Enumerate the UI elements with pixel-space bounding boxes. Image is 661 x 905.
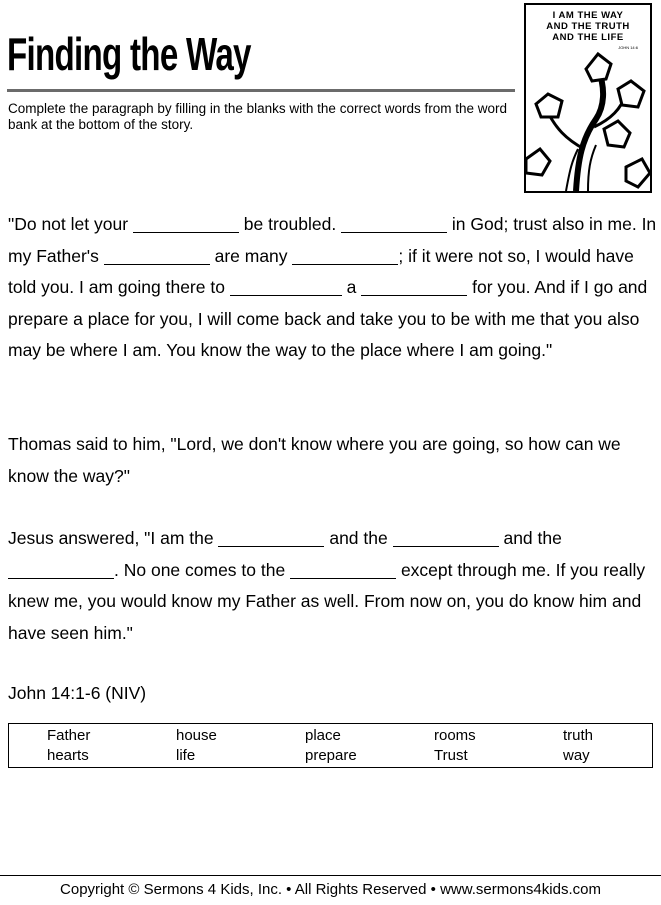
blank-10[interactable] [290, 560, 396, 579]
scripture-artwork [524, 3, 652, 193]
instructions: Complete the paragraph by filling in the blanks with the correct words from the word bank at the bottom of the story. [8, 101, 507, 132]
word-bank-item: rooms [434, 727, 476, 744]
blank-9[interactable] [8, 560, 114, 579]
blank-1[interactable] [133, 215, 239, 234]
copyright-footer: Copyright © Sermons 4 Kids, Inc. • All Rights Reserved • www.sermons4kids.com [60, 881, 601, 898]
story-paragraph-3: Jesus answered, "I am the and the and the . No one comes to the except through me. If you really knew me, you would know my Father as well. From now on, you do know him and have seen him." [8, 528, 646, 643]
artwork-caption: I AM THE WAY AND THE TRUTH AND THE LIFE [546, 10, 630, 43]
page-title: Finding the Way [7, 28, 251, 80]
blank-2[interactable] [341, 215, 447, 234]
word-bank-item: way [563, 747, 590, 764]
blank-8[interactable] [393, 529, 499, 548]
word-bank [8, 723, 653, 768]
word-bank-item: place [305, 727, 341, 744]
footer-divider [0, 875, 661, 876]
word-bank-item: truth [563, 727, 594, 744]
blank-5[interactable] [230, 278, 342, 297]
story-paragraph-2: Thomas said to him, "Lord, we don't know where you are going, so how can we know the way?" [8, 434, 621, 486]
word-bank-item: hearts [47, 747, 89, 764]
blank-7[interactable] [218, 529, 324, 548]
blank-3[interactable] [104, 246, 210, 265]
artwork-reference: JOHN 14:6 [618, 45, 638, 50]
blank-6[interactable] [361, 278, 467, 297]
word-bank-item: life [176, 747, 196, 764]
title-divider [7, 89, 515, 92]
word-bank-item: Trust [434, 747, 468, 764]
vine-leaves-icon [526, 49, 650, 191]
word-bank-item: house [176, 727, 217, 744]
scripture-citation: John 14:1-6 (NIV) [8, 683, 147, 703]
word-bank-item: Father [47, 727, 91, 744]
word-bank-item: prepare [305, 747, 357, 764]
blank-4[interactable] [292, 246, 398, 265]
story-paragraph-1: "Do not let your be troubled. in God; trust also in me. In my Father's are many ; if it were not so, I would have told you. I am going there to a for you. And if I go and prepare a place for you, I will come back and take you to be with me that you also may be where I am. You know the way to the place where I am going." [8, 214, 657, 360]
